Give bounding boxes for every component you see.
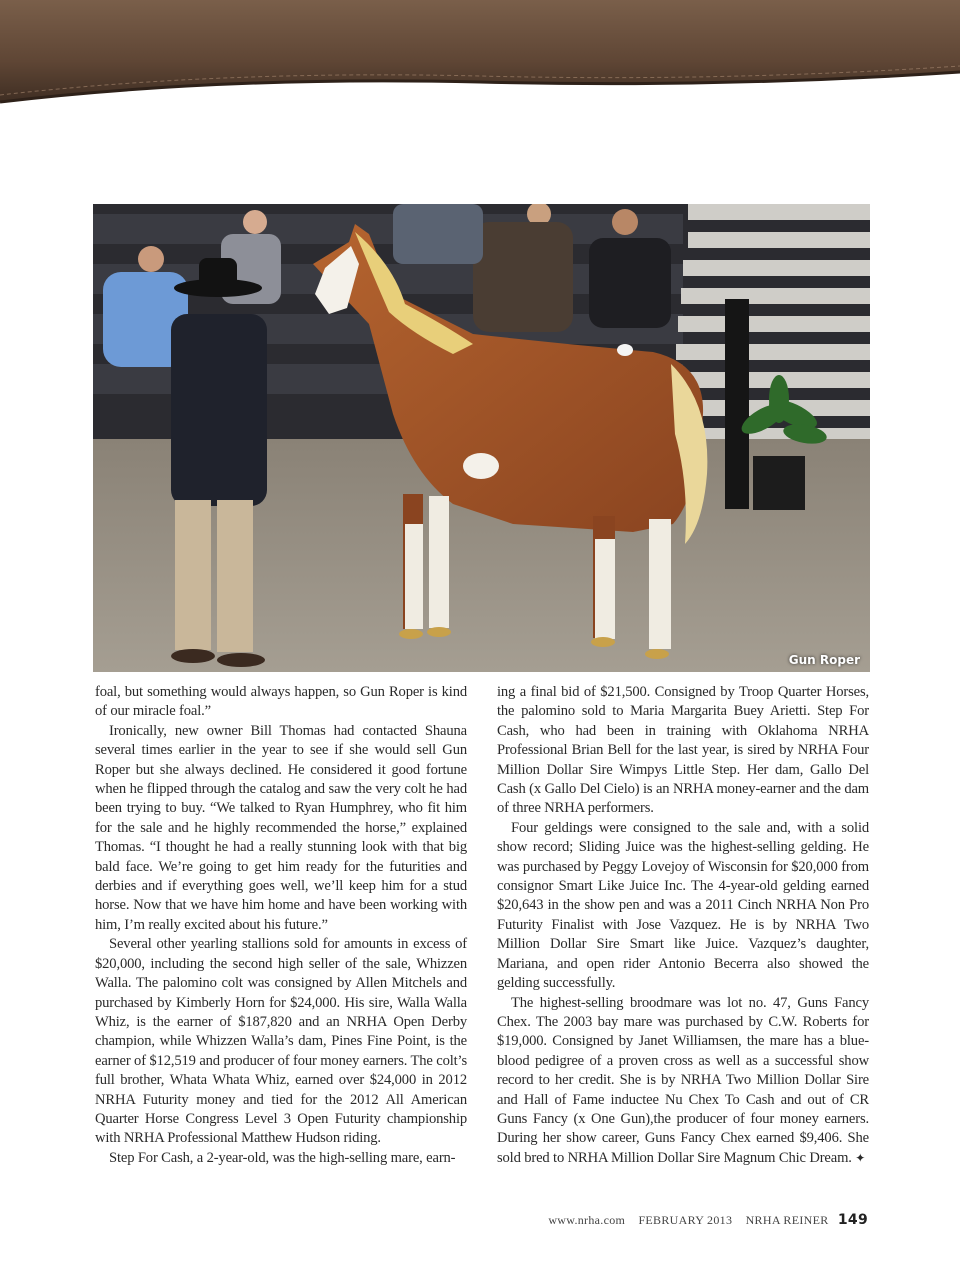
article-left-column bbox=[95, 683, 467, 1168]
header-band bbox=[0, 0, 960, 110]
paragraph: Step For Cash, a 2-year-old, was the high-selling mare, earn- bbox=[109, 1149, 456, 1166]
photo-caption: Gun Roper bbox=[788, 653, 860, 667]
page-footer bbox=[548, 1212, 868, 1228]
page-number: 149 bbox=[837, 1212, 868, 1228]
footer-issue-date: FEBRUARY 2013 bbox=[638, 1213, 733, 1227]
paragraph: Ironically, new owner Bill Thomas had contacted Shauna several times earlier in the year to see if she would sell Gun Roper but she always declined. He considered it good fortune when he flipped through the catalog and saw the very colt he had been trying to buy. “We talked to Ryan Humphrey, who fit him for the sale and he highly recommended the horse,” explained Thomas. “I thought he had a really stunning look with that big bald face. We’re going to get him ready for the futurities and derbies and if everything goes well, we’ll keep him for a stud horse. Now that we have him home and have been working with him, I’m really excited about his future.” bbox=[95, 722, 467, 933]
footer-website: www.nrha.com bbox=[548, 1213, 626, 1227]
paragraph-text: The highest-selling broodmare was lot no. 47, Guns Fancy Chex. The 2003 bay mare was purchased by C.W. Roberts for $19,000. Consigned by Janet Williamsen, the mare has a blue-blood pedigree of a proven cross as well as a successful show record to her credit. She is by NRHA Two Million Dollar Sire and Hall of Fame inductee Nu Chex To Cash and out of CR Guns Fancy (x One Gun),the producer of four money earners. During her show career, Guns Fancy Chex earned $9,406. She sold bred to NRHA Million Dollar Sire Magnum Chic Dream. bbox=[497, 994, 869, 1166]
horse-photo bbox=[93, 204, 870, 672]
paragraph: foal, but something would always happen, so Gun Roper is kind of our miracle foal.” bbox=[95, 684, 467, 720]
article-right-column bbox=[497, 683, 869, 1168]
paragraph: ing a final bid of $21,500. Consigned by Troop Quarter Horses, the palomino sold to Maria Margarita Buey Arietti. Step For Cash, who had been in training with Oklahoma NRHA Professional Brian Bell for the last year, is sired by NRHA Four Million Dollar Sire Wimpys Little Step. Her dam, Gallo Del Cash (x Gallo Del Cielo) is an NRHA money-earner and the dam of three NRHA performers. bbox=[497, 684, 869, 817]
paragraph: Four geldings were consigned to the sale and, with a solid show record; Sliding Juice was the highest-selling gelding. He was purchased by Peggy Lovejoy of Wisconsin for $20,000 from consignor Smart Like Juice Inc. The 4-year-old gelding earned $20,643 in the show pen and was a 2011 Cinch NRHA Non Pro Futurity Finalist with Jose Vazquez. He is by NRHA Two Million Dollar Sire Smart like Juice. Vazquez’s daughter, Mariana, and open rider Antonio Becerra also showed the gelding successfully. bbox=[497, 819, 869, 992]
end-mark-icon: ✦ bbox=[855, 1150, 866, 1165]
paragraph: Several other yearling stallions sold for amounts in excess of $20,000, including the second high seller of the sale, Whizzen Walla. The palomino colt was consigned by Allen Mitchels and purchased by Kimberly Horn for $24,000. His sire, Walla Walla Whiz, is the earner of $187,820 and an NRHA Open Derby champion, while Whizzen Walla’s dam, Pines Fine Point, is the earner of $12,519 and producer of four money earners. The colt’s full brother, Whata Whata Whiz, earned over $24,000 in 2012 NRHA Futurity money and tied for the 2012 All American Quarter Horse Congress Level 3 Open Futurity championship with NRHA Professional Matthew Hudson riding. bbox=[95, 936, 467, 1147]
paragraph bbox=[497, 994, 869, 1169]
footer-publication: NRHA REINER bbox=[745, 1213, 829, 1227]
